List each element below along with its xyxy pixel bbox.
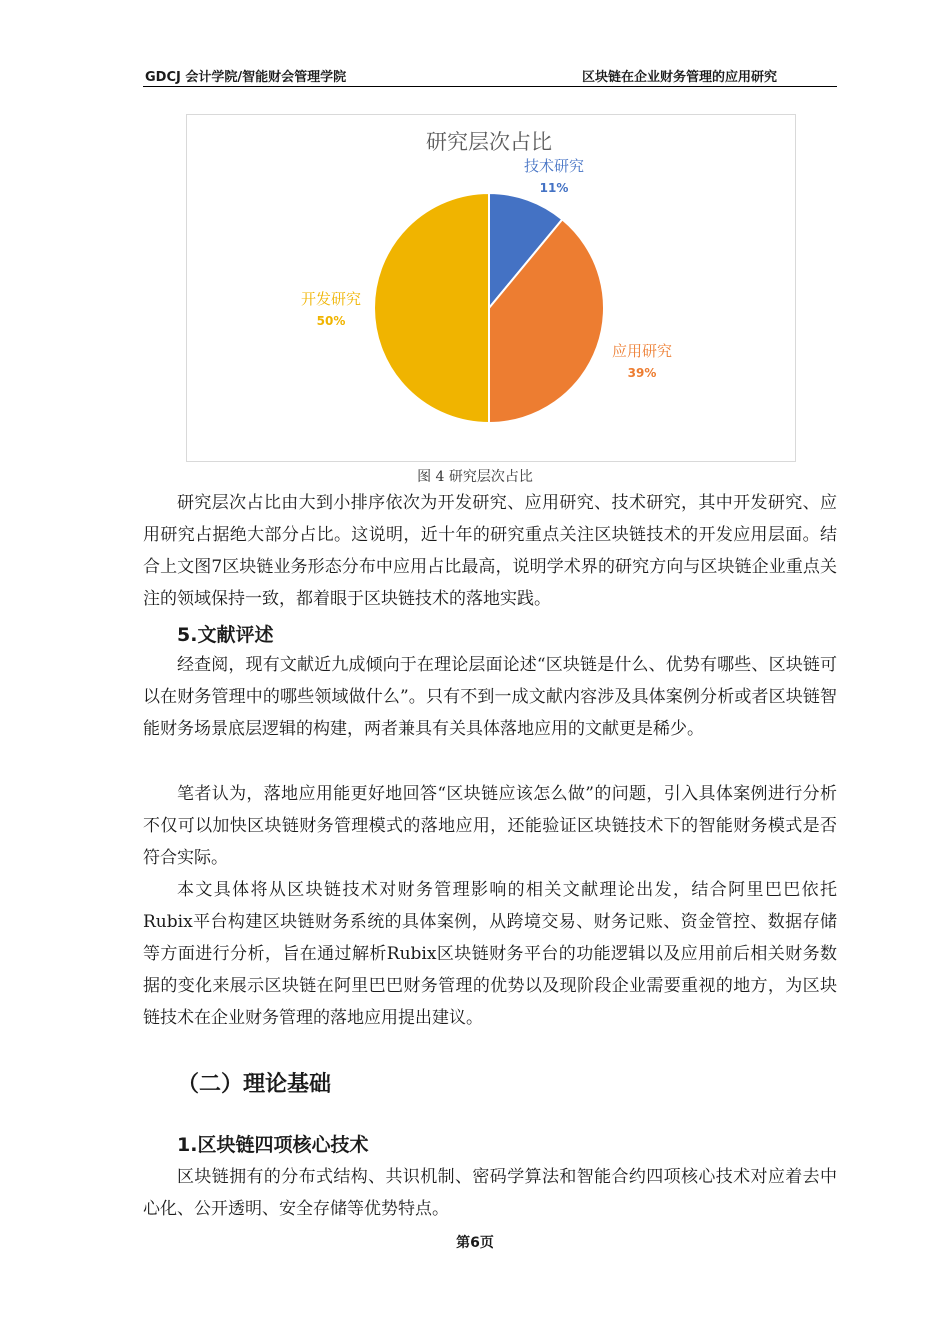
- paragraph-5: 区块链拥有的分布式结构、共识机制、密码学算法和智能合约四项核心技术对应着去中心化、公开透明、安全存储等优势特点。: [143, 1167, 837, 1219]
- slice-dev-value-label: 50%: [316, 314, 346, 328]
- figure-caption: 图 4 研究层次占比: [417, 469, 533, 485]
- paragraph-3: 笔者认为，落地应用能更好地回答“区块链应该怎么做”的问题，引入具体案例进行分析不仅可以加快区块链财务管理模式的落地应用，还能验证区块链技术下的智能财务模式是否符合实际。: [143, 784, 837, 868]
- heading-theory-basis: （二）理论基础: [177, 1072, 332, 1097]
- slice-dev-category-label: 开发研究: [300, 290, 362, 308]
- slice-tech-category-label: 技术研究: [523, 157, 585, 175]
- chart-title: 研究层次占比: [426, 130, 552, 154]
- heading-literature-review: 5.文献评述: [177, 624, 274, 646]
- page-number: 第6页: [456, 1235, 494, 1251]
- header-left-title: GDCJ 会计学院/智能财会管理学院: [145, 70, 347, 85]
- heading-core-tech: 1.区块链四项核心技术: [177, 1134, 369, 1156]
- paragraph-1: 研究层次占比由大到小排序依次为开发研究、应用研究、技术研究，其中开发研究、应用研究占据绝大部分占比。这说明，近十年的研究重点关注区块链技术的开发应用层面。结合上文图7区块链业务形态分布中应用占比最高，说明学术界的研究方向与区块链企业重点关注的领域保持一致，都着眼于区块链技术的落地实践。: [143, 493, 837, 609]
- slice-app-value-label: 39%: [627, 366, 657, 380]
- slice-app-category-label: 应用研究: [611, 342, 673, 360]
- pie-chart-frame: [186, 114, 796, 462]
- header-right-title: 区块链在企业财务管理的应用研究: [581, 70, 777, 85]
- page-header: [143, 64, 837, 87]
- slice-dev: [374, 193, 489, 423]
- slice-tech-value-label: 11%: [539, 181, 569, 195]
- paragraph-2: 经查阅，现有文献近九成倾向于在理论层面论述“区块链是什么、优势有哪些、区块链可以在财务管理中的哪些领域做什么”。只有不到一成文献内容涉及具体案例分析或者区块链智能财务场景底层逻辑的构建，两者兼具有关具体落地应用的文献更是稀少。: [143, 655, 837, 739]
- pie-chart: [187, 115, 795, 461]
- paragraph-4: 本文具体将从区块链技术对财务管理影响的相关文献理论出发，结合阿里巴巴依托Rubix平台构建区块链财务系统的具体案例，从跨境交易、财务记账、资金管控、数据存储等方面进行分析，旨在通过解析Rubix区块链财务平台的功能逻辑以及应用前后相关财务数据的变化来展示区块链在阿里巴巴财务管理的优势以及现阶段企业需要重视的地方，为区块链技术在企业财务管理的落地应用提出建议。: [143, 880, 837, 1028]
